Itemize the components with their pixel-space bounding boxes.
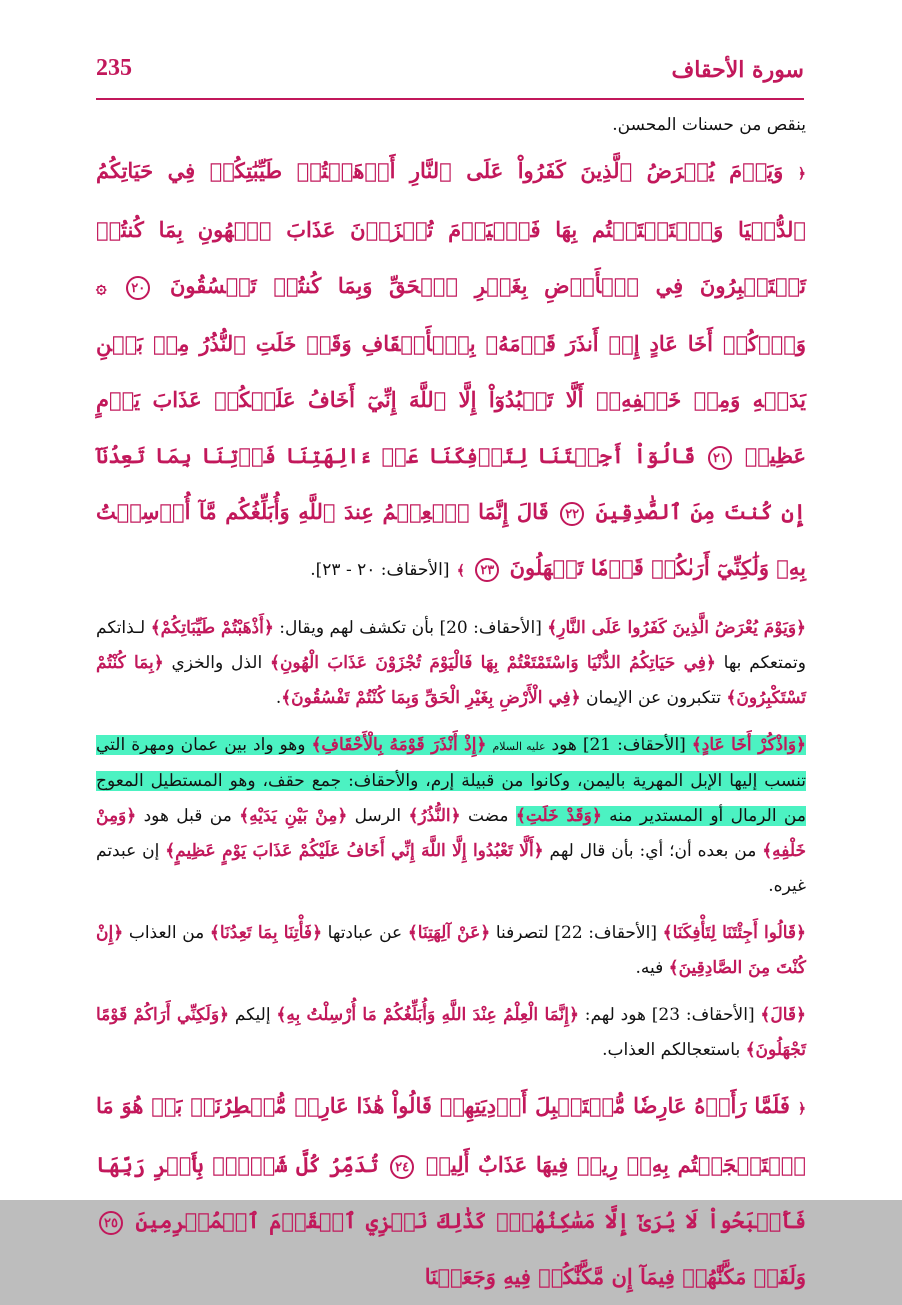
- quran-verses-20-23: [96, 143, 806, 599]
- quote: ﴿وَاذْكُرْ أَخَا عَادٍ﴾: [691, 735, 807, 755]
- quote: ﴿وَيَوْمَ يُعْرَضُ الَّذِينَ كَفَرُوا عَلَى النَّارِ﴾: [547, 618, 806, 638]
- quote: ﴿عَنْ آلِهَتِنَا﴾: [407, 923, 491, 943]
- quote: ﴿أَذْهَبْتُمْ طَيِّبَاتِكُمْ﴾: [150, 618, 274, 638]
- header-divider: [96, 98, 804, 100]
- verse-21-text: وَٱذۡكُرۡ أَخَا عَادٍ إِذۡ أَنذَرَ قَوۡمَهُۥ بِٱلۡأَحۡقَافِ وَقَدۡ خَلَتِ ٱلنُّذُرُ مِنۢ بَيۡنِ يَدَيۡهِ وَمِنۡ خَلۡفِهِۦٓ أَلَّا تَعۡبُدُوٓاْ إِلَّا ٱللَّهَ إِنِّيٓ أَخَافُ عَلَيۡكُمۡ عَذَابَ يَوۡمٍ عَظِيمٖ: [96, 331, 807, 468]
- tafsir-paragraph-22: [96, 916, 806, 986]
- quote: ﴿أَلَّا تَعْبُدُوا إِلَّا اللَّهَ إِنِّي أَخَافُ عَلَيْكُمْ عَذَابَ يَوْمٍ عَظِيمٍ﴾: [165, 841, 544, 861]
- commentary: [الأحقاف: 20] بأن تكشف لهم ويقال:: [273, 618, 548, 638]
- verse-20-text: وَيَوۡمَ يُعۡرَضُ ٱلَّذِينَ كَفَرُواْ عَلَى ٱلنَّارِ أَذۡهَبۡتُمۡ طَيِّبَٰتِكُمۡ فِي حَيَاتِكُمُ ٱلدُّنۡيَا وَٱسۡتَمۡتَعۡتُم بِهَا فَٱلۡيَوۡمَ تُجۡزَوۡنَ عَذَابَ ٱلۡهُونِ بِمَا كُنتُمۡ تَسۡتَكۡبِرُونَ فِي ٱلۡأَرۡضِ بِغَيۡرِ ٱلۡحَقِّ وَبِمَا كُنتُمۡ تَفۡسُقُونَ: [96, 158, 806, 298]
- quote: ﴿النُّذُرُ﴾: [408, 806, 461, 826]
- commentary: [الأحقاف: 23] هود لهم:: [578, 1005, 761, 1025]
- quote: ﴿قَالَ﴾: [760, 1005, 807, 1025]
- verse-reference: [الأحقاف: ٢٠ - ٢٣].: [310, 560, 450, 580]
- ayah-number-24: ٢٤: [390, 1155, 414, 1179]
- ayah-number-25: ٢٥: [99, 1211, 123, 1235]
- ayah-number-20: ٢٠: [126, 276, 150, 300]
- commentary: من قبل هود: [136, 806, 240, 826]
- tafsir-paragraph-20: [96, 611, 806, 716]
- tafsir-paragraph-23: [96, 998, 806, 1068]
- commentary: مضت: [460, 806, 516, 826]
- commentary: [الأحقاف: 21] هود: [545, 735, 692, 755]
- tafsir-paragraph-21: [96, 728, 806, 904]
- page-body: [96, 108, 806, 1305]
- verse-22-text: قَالُوٓاْ أَجِئۡتَنَا لِتَأۡفِكَنَا عَنۡ ءَالِهَتِنَا فَأۡتِنَا بِمَا تَعِدُنَآ إِن كُنتَ مِنَ ٱلصَّٰدِقِينَ: [96, 443, 806, 524]
- quote: ﴿وَقَدْ خَلَتِ﴾: [515, 806, 602, 826]
- commentary: باستعجالكم العذاب.: [602, 1040, 746, 1060]
- quote: ﴿وَلَكِنِّي أَرَاكُمْ قَوْمًا تَجْهَلُونَ﴾: [96, 1005, 806, 1060]
- surah-title: سورة الأحقاف: [671, 57, 804, 83]
- highlighted-commentary: وهو واد بين عمان ومهرة التي تنسب إليها الإبل المهرية باليمن، وكانوا من قبيلة إرم، والأحقاف: جمع حقف، وهو المستطيل المعوج من الرمال أو المستدير منه: [96, 735, 806, 826]
- commentary: عن عبادتها: [322, 923, 408, 943]
- commentary: إن عبدتم غيره.: [96, 841, 806, 896]
- commentary: [الأحقاف: 22] لتصرفنا: [490, 923, 663, 943]
- verse-23-text: قَالَ إِنَّمَا ٱلۡعِلۡمُ عِندَ ٱللَّهِ وَأُبَلِّغُكُم مَّآ أُرۡسِلۡتُ بِهِۦ وَلَٰكِنِّيٓ أَرَىٰكُمۡ قَوۡمٗا تَجۡهَلُونَ: [96, 499, 806, 580]
- ayah-number-22: ٢٢: [560, 502, 584, 526]
- continuation-line: ينقص من حسنات المحسن.: [612, 115, 806, 135]
- quote: ﴿فَأْتِنَا بِمَا تَعِدُنَا﴾: [209, 923, 323, 943]
- ayah-number-23: ٢٣: [475, 558, 499, 582]
- commentary: لـذاتكم وتمتعكم بها: [96, 618, 806, 673]
- hizb-star-icon: ۞: [96, 277, 107, 298]
- verse-25-text: تُدَمِّرُ كُلَّ شَيۡءِۭ بِأَمۡرِ رَبِّهَا فَأَصۡبَحُواْ لَا يُرَىٰٓ إِلَّا مَسَٰكِنُهُمۡۚ كَذَٰلِكَ نَجۡزِي ٱلۡقَوۡمَ ٱلۡمُجۡرِمِينَ: [96, 1152, 806, 1233]
- quote: ﴿فِي حَيَاتِكُمُ الدُّنْيَا وَاسْتَمْتَعْتُمْ بِهَا فَالْيَوْمَ تُجْزَوْنَ عَذَابَ الْهُونِ﴾: [269, 653, 716, 673]
- commentary: من العذاب: [123, 923, 210, 943]
- honorific-mark: عليه السلام: [492, 740, 546, 753]
- page-header: [96, 55, 804, 91]
- quote: ﴿وَمِنْ خَلْفِهِ﴾: [96, 806, 806, 861]
- verse-close-ornament: ﴾: [456, 563, 465, 579]
- verse-24-text: فَلَمَّا رَأَوۡهُ عَارِضٗا مُّسۡتَقۡبِلَ أَوۡدِيَتِهِمۡ قَالُواْ هَٰذَا عَارِضٞ مُّمۡطِرُنَاۚ بَلۡ هُوَ مَا ٱسۡتَعۡجَلۡتُم بِهِۦۖ رِيحٞ فِيهَا عَذَابٌ أَلِيمٞ: [96, 1093, 806, 1177]
- commentary: فيه.: [635, 958, 669, 978]
- commentary: تتكبرون عن الإيمان: [580, 688, 727, 708]
- quote: ﴿قَالُوا أَجِئْتَنَا لِتَأْفِكَنَا﴾: [662, 923, 807, 943]
- quote: ﴿بِمَا كُنْتُمْ تَسْتَكْبِرُونَ﴾: [96, 653, 806, 708]
- page-number: 235: [96, 55, 132, 81]
- quote: ﴿فِي الْأَرْضِ بِغَيْرِ الْحَقِّ وَبِمَا كُنْتُمْ تَفْسُقُونَ﴾: [281, 688, 581, 708]
- quran-verses-24-26: [96, 1078, 806, 1305]
- commentary: إليكم: [229, 1005, 277, 1025]
- verse-26-text: وَلَقَدۡ مَكَّنَّٰهُمۡ فِيمَآ إِن مَّكَّنَّٰكُمۡ فِيهِ وَجَعَلۡنَا: [424, 1264, 806, 1289]
- commentary: الرسل: [347, 806, 409, 826]
- commentary: .: [275, 688, 282, 708]
- quote: ﴿إِذْ أَنْذَرَ قَوْمَهُ بِالْأَحْقَافِ﴾: [311, 735, 487, 755]
- quote: ﴿إِنْ كُنْتَ مِنَ الصَّادِقِينَ﴾: [96, 923, 806, 978]
- verse-open-ornament: ﴿: [797, 1101, 807, 1117]
- ayah-number-21: ٢١: [708, 446, 732, 470]
- verse-open-ornament: ﴿: [797, 166, 806, 182]
- commentary: الذل والخزي: [163, 653, 270, 673]
- commentary: من بعده أن؛ أي: بأن قال لهم: [543, 841, 763, 861]
- quote: ﴿مِنْ بَيْنِ يَدَيْهِ﴾: [239, 806, 348, 826]
- quote: ﴿إِنَّمَا الْعِلْمُ عِنْدَ اللَّهِ وَأُبَلِّغُكُمْ مَا أُرْسِلْتُ بِهِ﴾: [276, 1005, 579, 1025]
